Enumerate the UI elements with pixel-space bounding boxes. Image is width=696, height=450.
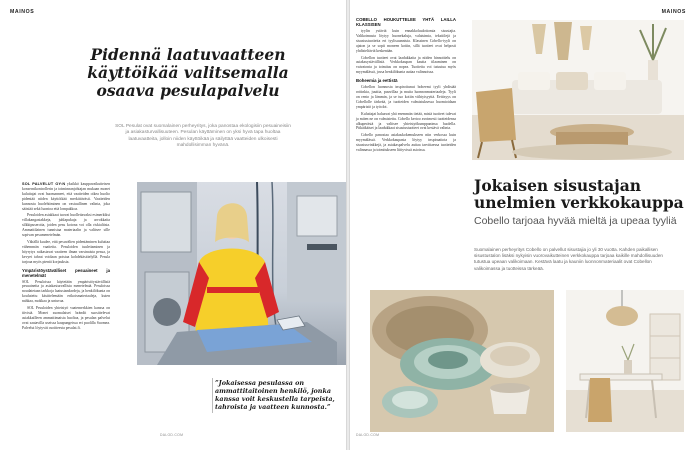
paragraph: Vähällä kuulee, että pesuvälien pidentäminen kuluttaa vähemmän vaatteita. Pesuloiden tuulettaminen ja höyrytys raikastavat vaatteen ilman varsinaista pesua, ja kevyet tahrat voidaan poistaa kohdekäsittelyllä. Pesula tarjoaa myös pieniä korjauksia. xyxy=(22,239,110,264)
article-title: Pidennä laatuvaatteen käyttöikää valitsemalla osaava pesulapalvelu xyxy=(87,45,289,100)
ad-label: MAINOS xyxy=(661,9,686,15)
lead-text: yksikkö kauppavaikutteisen konsernikontrollerin ja toiminnanjohtajan mukaan monet kuluttajat ovat huomanneet, että vaatteiden oikea huolto pidentää niiden käyttöikää merkittävästi. Vaatteiden kunnosta huolehtiminen on vastuullinen valinta, joka säästää sekä luontoa että lompakkoa. xyxy=(22,182,110,211)
page-folio: DALOD.COM xyxy=(160,433,184,437)
pull-quote: ”Jokaisessa pesulassa on ammattitaitoinen henkilö, jonka kanssa voit keskustella tarpeista, tahroista ja vaatteen kunnosta.” xyxy=(215,379,335,411)
paragraph: Pesuloiden asiakkaat tuovat huollettavaksi esimerkiksi villakangastakkeja, juhlapukuja ja arvokkaita silkkipuseroita, joiden pesu kotona voi olla riskialtista. Ammattilainen tunnistaa materiaalin ja valitsee sille sopivan pesumenetelmän. xyxy=(22,213,110,238)
article-title: Jokaisen sisustajan unelmien verkkokauppa xyxy=(474,176,684,212)
article-intro: SOL Pesulat ovat suomalainen perheyritys, joka panostaa ekologisiin pesuaineisiin ja asiakasturvallisuuteen. Pesulan käyttäminen on yksi hyvä tapa huoltaa laatuvaatteita, jolloin niiden käyttöikää ja säilyttää vaatteiden ulkoisesti mahdollisimman hyvänä. xyxy=(115,124,291,149)
right-page xyxy=(350,0,696,450)
dining-room-photo xyxy=(566,290,684,432)
laundry-worker-photo xyxy=(137,182,346,365)
quote-rule xyxy=(212,378,213,413)
paragraph: Cobellon luonnosta inspiroitunut boheemi tyyli yhdistää rottinkia, juuttia, puuvillaa ja muita luonnonmateriaaleja. Tyyli on rento ja lämmin, ja se tuo kotiin viihtyisyyttä. Eettisyys on Cobellolle tärkeää, ja tuotteiden valmistuksessa huomioidaan ympäristö ja työolot. xyxy=(356,85,456,109)
paragraph: SOL Pesuloissa käytetään ympäristöystävällisiä pesuaineita ja asiakasturvallisia menetelmiä. Pesuloissa noudatetaan tarkkoja laatustandardeja, ja henkilökunta on koulutettu käsittelemään erikoismateriaaleja, kuten nahkaa, mokkaa ja untuvaa. xyxy=(22,279,110,304)
section-heading: COBELLO HOUKUTTELEE YHTÄ LAILLA KLASSISEN xyxy=(356,17,456,27)
paragraph: Kuluttajat haluavat yhä enemmän tietää, mistä tuotteet tulevat ja miten ne on valmistettu. Cobello kertoo avoimesti tuotteidensa alkuperästä ja valitsee yhteistyökumppaninsa huolella. Pitkäikäiset ja laadukkaat sisustustuotteet ovat kestävä valinta. xyxy=(356,111,456,131)
page-folio: DALOD.COM xyxy=(356,433,380,437)
living-room-photo xyxy=(472,20,684,160)
section-heading: Boheemia ja eettistä xyxy=(356,78,398,84)
article-column xyxy=(22,182,110,333)
paragraph: Cobello panostaa asiakaskokemukseen niin verkossa kuin myymälässä. Verkkokaupasta löytyy inspiraatiota ja sisustusvinkkejä, ja asiakaspalvelu auttaa tarvittaessa tuotteiden valinnassa ja toimitukseen liittyvissä asioissa. xyxy=(356,133,456,153)
section-heading: Ympäristöystävälliset pesuaineet ja menetelmät xyxy=(22,267,110,278)
article-intro: Suomalainen perheyritys Cobello on palvellut sisustajia jo yli 30 vuotta. Kahden paikallisen sisustustalon lisäksi nykyisin vuorovaikutteinen verkkokauppa tarjoaa kaikille mahdollisuuden tutustua upeaan valikoimaan. Kestävä laatu ja kauniin luonnonmateriaalit ovat Cobellon valikoimassa ja tuotteissa tärkeää. xyxy=(474,247,663,271)
article-subtitle: Cobello tarjoaa hyvää mieltä ja upeaa tyyliä xyxy=(474,215,677,227)
paragraph: Cobellon tuotteet ovat laadukkaita ja niiden hinnoittelu on asiakasystävällistä. Verkkokaupan kautta tilaaminen on vaivatonta ja toimitus on nopea. Tuotteita voi tutustua myös myymälässä, jossa henkilökunta auttaa valinnoissa. xyxy=(356,55,456,75)
ad-label: MAINOS xyxy=(10,9,35,15)
paragraph: SOL Pesuloiden yhteistyö vaatemerkkien kanssa on tiivistä. Monet suomalaiset brändit suosittelevat asiakkailleen ammattimaista huoltoa, ja pesulan palvelut ovat saatavilla useissa kaupungeissa eri puolilla Suomea. Palvelut löytyvät osoitteesta pesulat.fi. xyxy=(22,306,110,330)
left-page xyxy=(0,0,346,450)
article-column xyxy=(356,17,456,155)
lead-caps: SOL PALVELUT OY:N xyxy=(22,182,66,186)
paragraph: tyylin ystäviä kuin ennakkoluulottomia sisustajia. Valikoimasta löytyy huonekaluja, valaisimia, tekstiilejä ja sisustustuotteita eri tyylisuunnista. Klassinen Cobello-tyyli on ajaton ja se sopii moneen kotiin, sillä tuotteet ovat helposti yhdisteltäviä keskenään. xyxy=(356,29,456,53)
tableware-photo xyxy=(370,290,554,432)
paragraph xyxy=(22,182,110,211)
